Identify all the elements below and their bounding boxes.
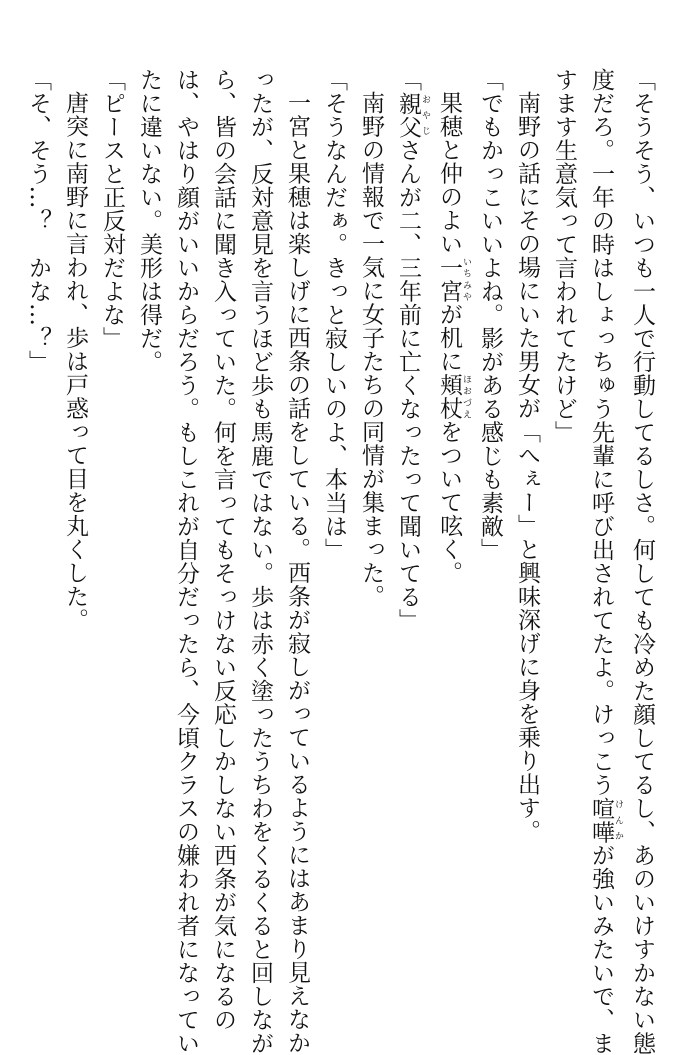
text-line-15: 「ピースと正反対だよな」: [93, 68, 130, 958]
text-line-6-end: をついて呟く。: [436, 420, 462, 585]
text-line-2-end: が強いみたいで、ま: [588, 844, 614, 1055]
ruby-kenka-base: 喧嘩: [588, 797, 614, 844]
text-line-14: たに違いない。美形は得だ。: [130, 68, 167, 958]
text-line-1: 「そうそう、いつも一人で行動してるしさ。何しても冷めた顔してるし、あのいけすかない態: [623, 68, 660, 958]
text-line-16: 唐突に南野に言われ、歩は戸惑って目を丸くした。: [56, 68, 93, 958]
text-line-17: 「そ、そう…？ かな…？」: [19, 68, 56, 958]
ruby-oyaji-reading: おやじ: [420, 92, 430, 139]
ruby-oyaji-base: 親父: [395, 92, 421, 139]
text-line-12: ら、皆の会話に聞き入っていた。何を言ってもそっけない反応しかしない西条が気になるの: [204, 68, 241, 958]
text-line-7: [389, 68, 430, 958]
ruby-ichimiya-reading: いちみや: [461, 256, 471, 303]
text-line-7-end: さんが二、三年前に亡くなったって聞いてる」: [395, 139, 421, 633]
ruby-ichimiya: [436, 256, 462, 303]
vertical-text-body: [19, 68, 660, 958]
text-line-5: 「でもかっこいいよね。影がある感じも素敵」: [471, 68, 508, 958]
text-line-8: 南野の情報で一気に女子たちの同情が集まった。: [352, 68, 389, 958]
ruby-ichimiya-base: 一宮: [436, 256, 462, 303]
ruby-hoozue-base: 頬杖: [436, 373, 462, 420]
ruby-kenka: [588, 797, 614, 844]
ruby-oyaji: [395, 92, 421, 139]
text-line-10: 一宮と果穂は楽しげに西条の話をしている。西条が寂しがっているようにはあまり見えなか: [278, 68, 315, 958]
text-line-7-start: 「: [395, 68, 421, 92]
text-line-11: ったが、反対意見を言うほど歩も馬鹿ではない。歩は赤く塗ったうちわをくるくると回しなが: [241, 68, 278, 958]
ruby-hoozue: [436, 373, 462, 420]
ruby-hoozue-reading: ほおづえ: [461, 373, 471, 420]
text-line-6-start: 果穂と仲のよい: [436, 91, 462, 256]
text-line-13: は、やはり顔がいいからだろう。もしこれが自分だったら、今頃クラスの嫌われ者になってい: [167, 68, 204, 958]
ruby-kenka-reading: けんか: [613, 797, 623, 844]
text-line-9: 「そうなんだぁ。きっと寂しいのよ、本当は」: [315, 68, 352, 958]
text-line-6: [430, 68, 471, 958]
text-line-3: すます生意気って言われてたけど」: [545, 68, 582, 958]
text-line-6-mid: が机に: [436, 303, 462, 374]
text-line-2-start: 度だろ。一年の時はしょっちゅう先輩に呼び出されてたよ。けっこう: [588, 68, 614, 797]
text-line-2: [582, 68, 623, 958]
text-line-4: 南野の話にその場にいた男女が「へぇー」と興味深げに身を乗り出す。: [508, 68, 545, 958]
